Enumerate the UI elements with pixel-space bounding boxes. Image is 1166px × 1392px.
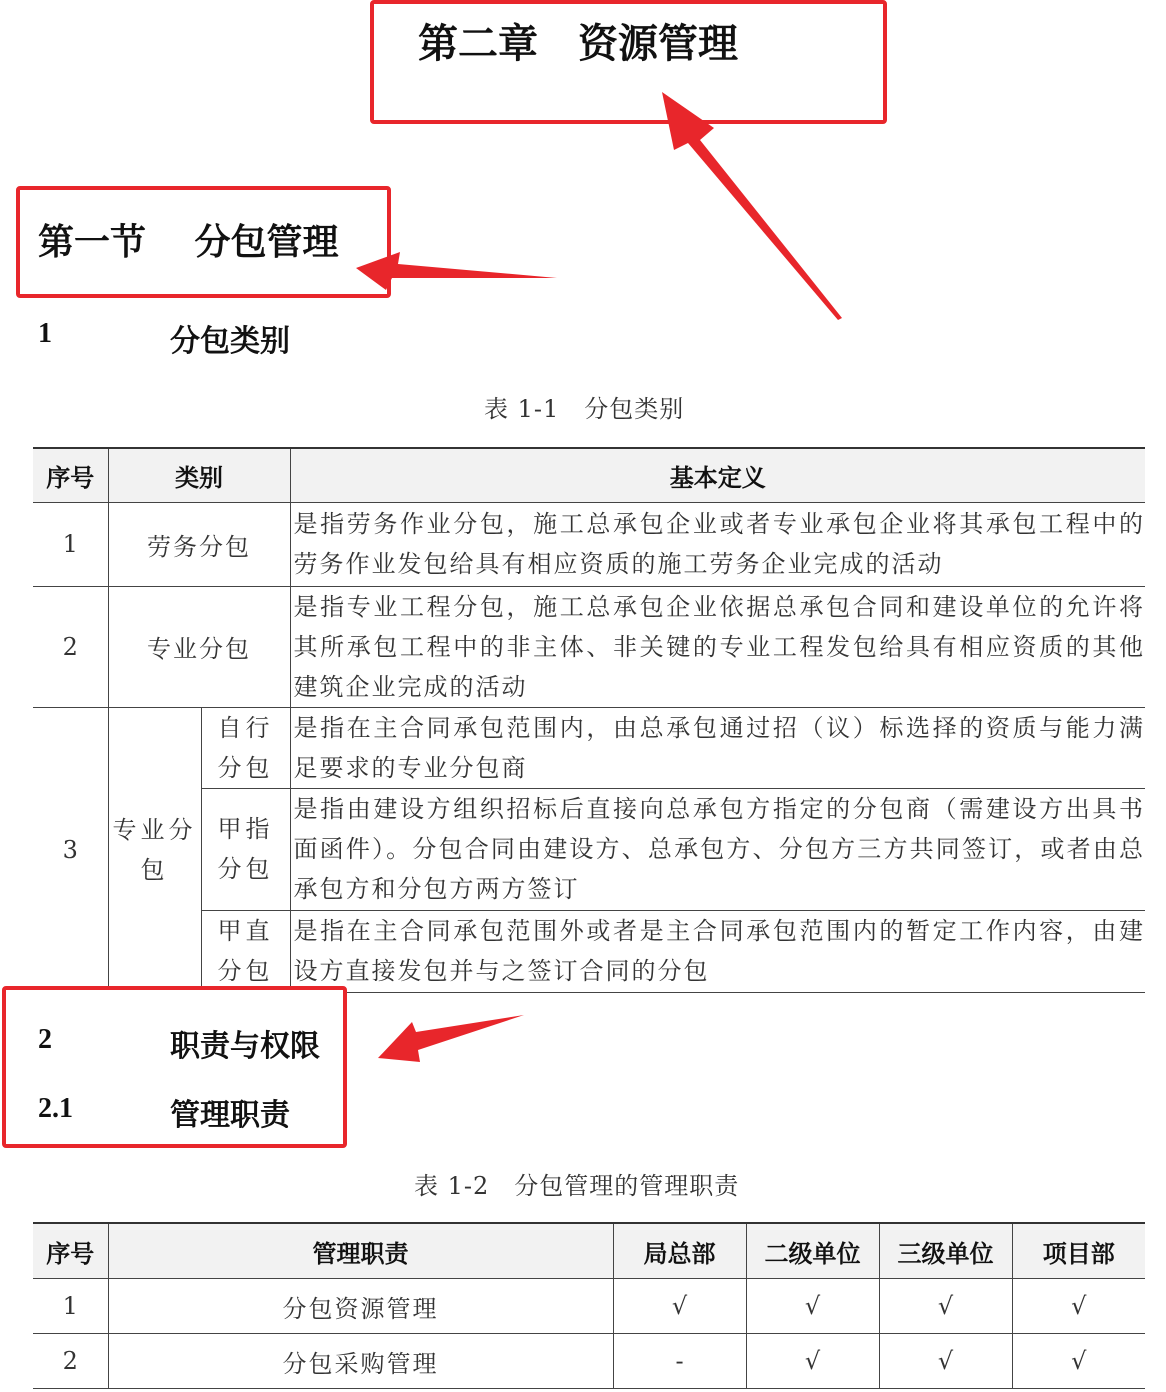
arrow-to-heading2 [378, 1015, 524, 1062]
row-category: 劳务分包 [108, 502, 290, 586]
table2-caption: 表 1-2 分包管理的管理职责 [414, 1172, 740, 1200]
row-definition: 是指在主合同承包范围内，由总承包通过招（议）标选择的资质与能力满足要求的专业分包商 [290, 707, 1145, 788]
section-title: 第一节 分包管理 [38, 222, 339, 263]
row-no: 2 [33, 586, 108, 707]
col-header-definition: 基本定义 [290, 448, 1145, 502]
row-category: 专业分包 [108, 586, 290, 707]
row-level3: √ [879, 1334, 1012, 1389]
table-row [33, 502, 1145, 586]
row-no: 2 [33, 1334, 108, 1389]
row-duty: 分包资源管理 [108, 1279, 613, 1334]
row-no: 3 [33, 707, 108, 992]
col-header-level2: 二级单位 [746, 1223, 879, 1279]
col-header-project: 项目部 [1012, 1223, 1145, 1279]
table-row [33, 1279, 1145, 1334]
col-header-level3: 三级单位 [879, 1223, 1012, 1279]
row-definition: 是指由建设方组织招标后直接向总承包方指定的分包商（需建设方出具书面函件）。分包合同由建设方、总承包方、分包方三方共同签订，或者由总承包方和分包方两方签订 [290, 788, 1145, 910]
row-no: 1 [33, 502, 108, 586]
row-definition: 是指在主合同承包范围外或者是主合同承包范围内的暂定工作内容，由建设方直接发包并与之签订合同的分包 [290, 910, 1145, 992]
heading-21-text: 管理职责 [170, 1098, 290, 1133]
row-definition: 是指专业工程分包，施工总承包企业依据总承包合同和建设单位的允许将其所承包工程中的非主体、非关键的专业工程发包给具有相应资质的其他建筑企业完成的活动 [290, 586, 1145, 707]
table-row [33, 586, 1145, 707]
row-subcategory: 甲直分包 [201, 910, 290, 992]
row-hq: - [613, 1334, 746, 1389]
table1-caption: 表 1-1 分包类别 [484, 395, 685, 423]
heading-2-text: 职责与权限 [170, 1029, 320, 1064]
subcontract-category-table [33, 447, 1145, 993]
table-row [33, 1334, 1145, 1389]
col-header-hq: 局总部 [613, 1223, 746, 1279]
heading-21-number: 2.1 [38, 1093, 73, 1124]
row-no: 1 [33, 1279, 108, 1334]
col-header-no: 序号 [33, 448, 108, 502]
col-header-duty: 管理职责 [108, 1223, 613, 1279]
chapter-title: 第二章 资源管理 [418, 21, 738, 67]
col-header-category: 类别 [108, 448, 290, 502]
table-row [33, 707, 1145, 788]
row-project: √ [1012, 1334, 1145, 1389]
row-level2: √ [746, 1279, 879, 1334]
col-header-no: 序号 [33, 1223, 108, 1279]
row-definition: 是指劳务作业分包，施工总承包企业或者专业承包企业将其承包工程中的劳务作业发包给具有相应资质的施工劳务企业完成的活动 [290, 502, 1145, 586]
arrow-to-chapter [662, 92, 842, 320]
heading-1-text: 分包类别 [170, 324, 290, 359]
heading-1-number: 1 [38, 318, 52, 349]
row-project: √ [1012, 1279, 1145, 1334]
row-level2: √ [746, 1334, 879, 1389]
heading-2-number: 2 [38, 1024, 52, 1055]
management-duty-table [33, 1222, 1145, 1389]
row-category: 专业分包 [108, 707, 201, 992]
row-subcategory: 甲指分包 [201, 788, 290, 910]
row-subcategory: 自行分包 [201, 707, 290, 788]
row-duty: 分包采购管理 [108, 1334, 613, 1389]
row-level3: √ [879, 1279, 1012, 1334]
row-hq: √ [613, 1279, 746, 1334]
